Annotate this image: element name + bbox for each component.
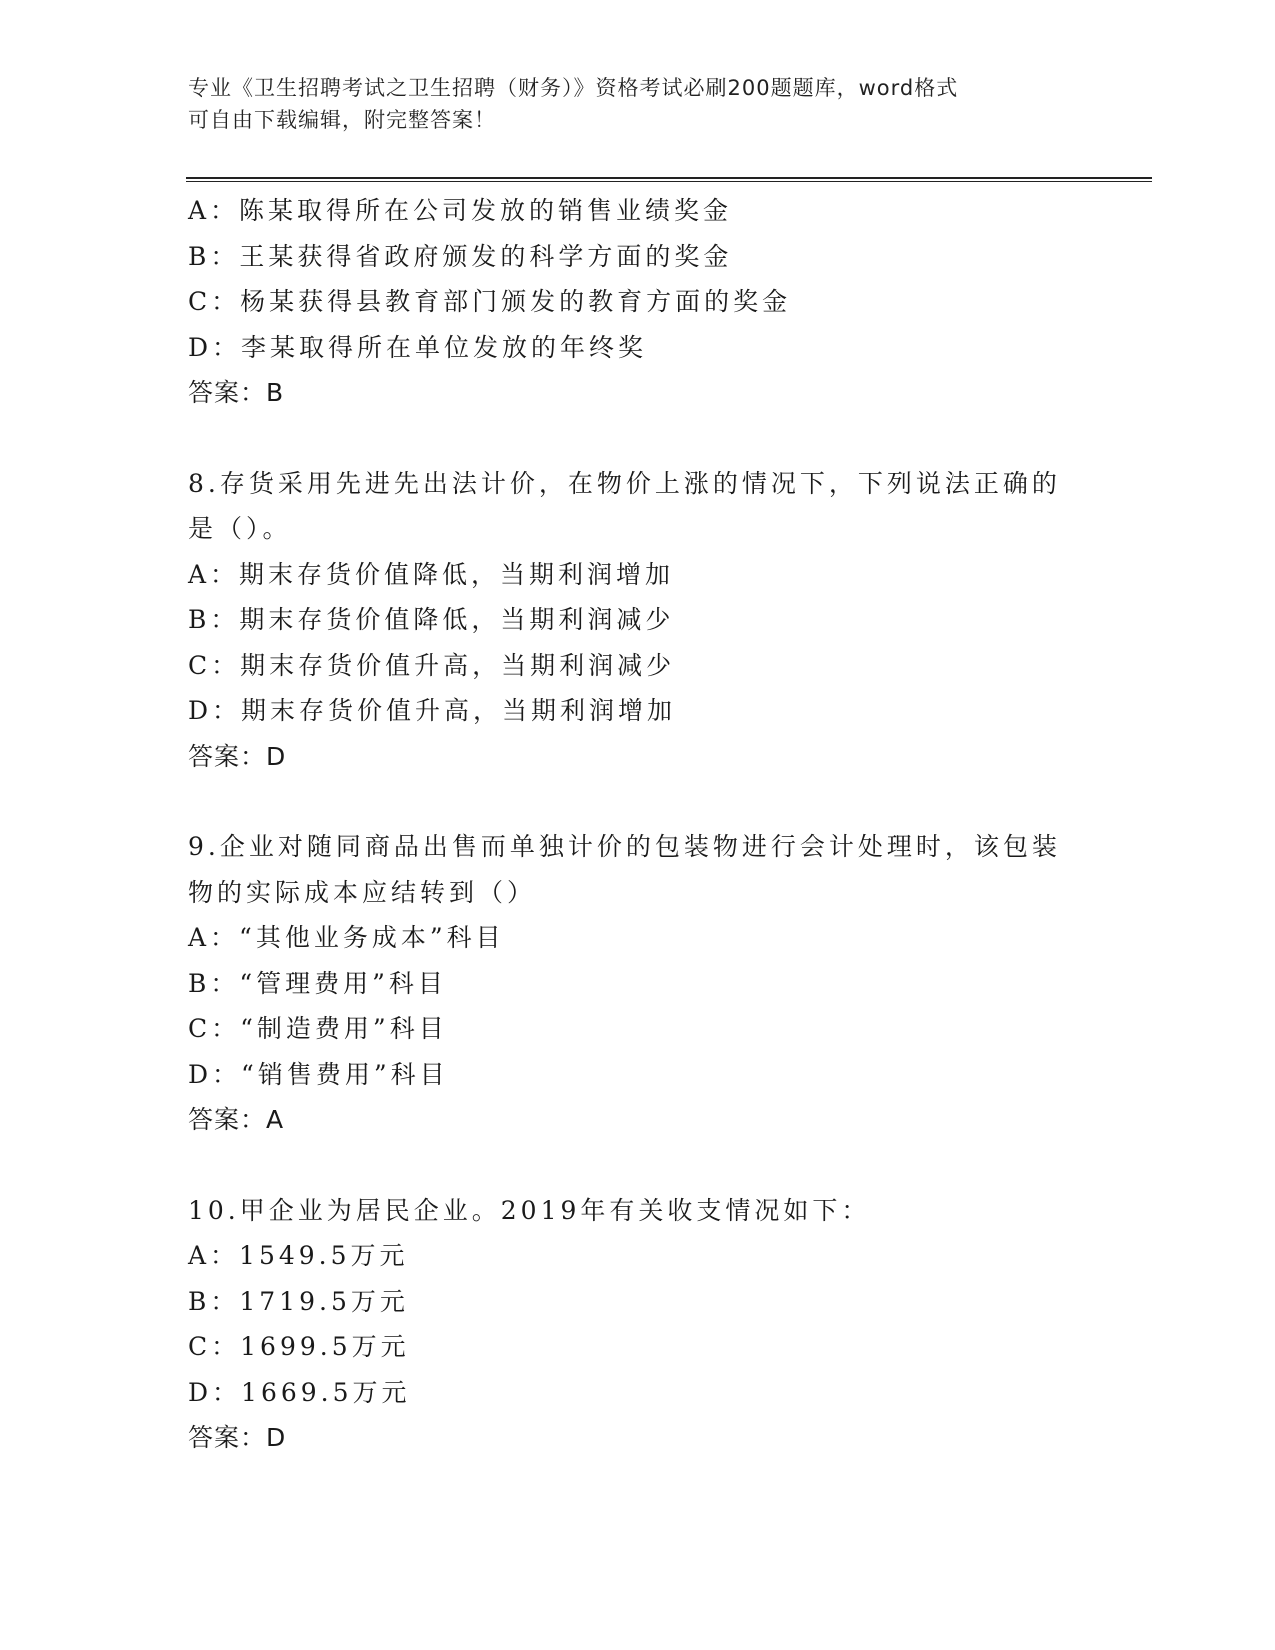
option-d: D：1669.5万元 — [188, 1377, 411, 1407]
question-block-8 — [188, 461, 1088, 780]
question-block-7 — [188, 188, 1088, 416]
spacer — [188, 779, 1088, 824]
option-d: D：期末存货价值升高，当期利润增加 — [188, 696, 677, 725]
question-stem: 是（）。 — [188, 514, 292, 543]
answer: 答案：B — [188, 378, 285, 407]
question-block-9 — [188, 824, 1088, 1143]
answer: 答案：D — [188, 1423, 287, 1452]
option-a: A：“其他业务成本”科目 — [188, 923, 505, 952]
header-line-1: 专业《卫生招聘考试之卫生招聘（财务）》资格考试必刷200题题库，word格式 — [188, 76, 959, 100]
question-stem: 物的实际成本应结转到（） — [188, 877, 537, 907]
question-stem: 9.企业对随同商品出售而单独计价的包装物进行会计处理时，该包装 — [188, 832, 1061, 861]
answer: 答案：A — [188, 1105, 285, 1134]
question-stem: 10.甲企业为居民企业。2019年有关收支情况如下： — [188, 1195, 871, 1225]
option-b: B：王某获得省政府颁发的科学方面的奖金 — [188, 241, 733, 271]
option-c: C：“制造费用”科目 — [188, 1014, 448, 1043]
option-a: A：1549.5万元 — [188, 1241, 409, 1270]
option-c: C：1699.5万元 — [188, 1332, 410, 1361]
option-a: A：期末存货价值降低，当期利润增加 — [188, 559, 675, 589]
header-line-2: 可自由下载编辑，附完整答案！ — [188, 108, 496, 132]
question-stem: 8.存货采用先进先出法计价，在物价上涨的情况下，下列说法正确的 — [188, 468, 1061, 498]
header-divider — [186, 177, 1152, 182]
page-header — [188, 72, 1068, 136]
option-a: A：陈某取得所在公司发放的销售业绩奖金 — [188, 196, 733, 225]
option-b: B：期末存货价值降低，当期利润减少 — [188, 605, 675, 634]
option-c: C：杨某获得县教育部门颁发的教育方面的奖金 — [188, 287, 792, 316]
question-list — [188, 188, 1088, 1461]
option-c: C：期末存货价值升高，当期利润减少 — [188, 650, 676, 680]
option-b: B：1719.5万元 — [188, 1286, 409, 1316]
option-d: D：李某取得所在单位发放的年终奖 — [188, 332, 648, 362]
question-block-10 — [188, 1188, 1088, 1461]
option-d: D：“销售费用”科目 — [188, 1059, 449, 1089]
spacer — [188, 416, 1088, 461]
answer: 答案：D — [188, 741, 287, 771]
spacer — [188, 1143, 1088, 1188]
option-b: B：“管理费用”科目 — [188, 968, 447, 998]
